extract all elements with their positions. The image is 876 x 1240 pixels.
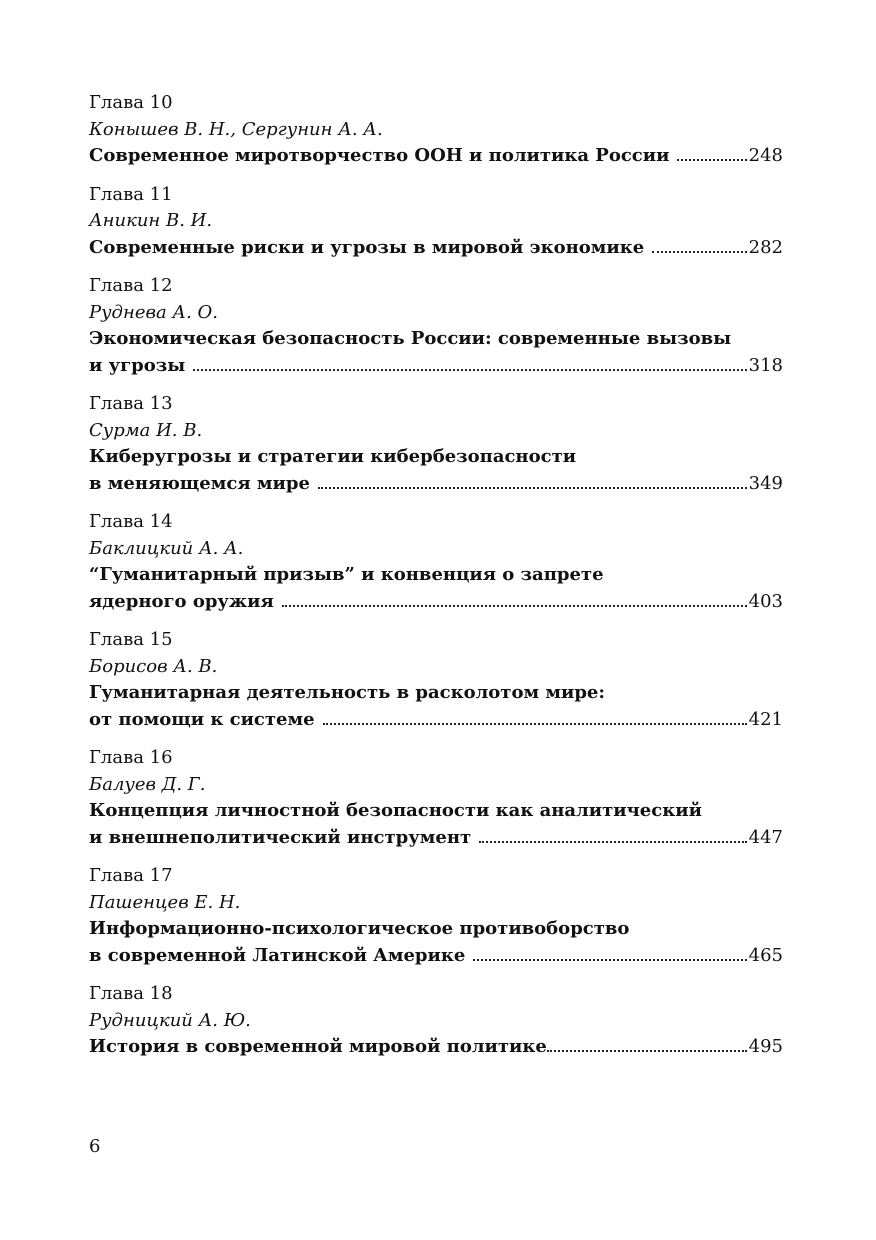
toc-entry	[89, 863, 783, 969]
chapter-title-end: от помощи к системе	[89, 708, 315, 730]
chapter-title: Экономическая безопасность России: современные вызовы	[89, 328, 732, 349]
dot-leader	[323, 717, 747, 725]
chapter-label: Глава 17	[89, 865, 173, 886]
toc-entry	[89, 627, 783, 733]
dot-leader	[677, 153, 746, 161]
chapter-author: Сурма И. В.	[89, 419, 203, 441]
chapter-title: Современные риски и угрозы в мировой экономике	[89, 236, 645, 258]
toc-entry	[89, 90, 783, 170]
chapter-page: 318	[748, 354, 783, 376]
chapter-author: Рудницкий А. Ю.	[89, 1009, 251, 1031]
chapter-page: 495	[748, 1036, 783, 1057]
chapter-title-end: и внешнеполитический инструмент	[89, 826, 472, 848]
chapter-title-line	[89, 707, 783, 734]
toc-entry	[89, 273, 783, 379]
chapter-title: Современное миротворчество ООН и политика России	[89, 145, 670, 166]
chapter-page: 248	[748, 145, 783, 166]
chapter-author: Аникин В. И.	[89, 210, 213, 231]
chapter-author: Баклицкий А. А.	[89, 537, 244, 559]
chapter-author: Борисов А. В.	[89, 655, 218, 677]
chapter-page: 349	[748, 472, 783, 494]
chapter-title-end: в современной Латинской Америке	[89, 944, 466, 966]
chapter-title: Киберугрозы и стратегии кибербезопасности	[89, 446, 577, 467]
chapter-label: Глава 18	[89, 983, 173, 1004]
chapter-title: Информационно-психологическое противоборство	[89, 918, 630, 939]
dot-leader	[282, 599, 747, 607]
chapter-author: Конышев В. Н., Сергунин А. А.	[89, 118, 383, 140]
chapter-label: Глава 15	[89, 629, 173, 650]
chapter-page: 465	[748, 944, 783, 966]
chapter-title-end: ядерного оружия	[89, 590, 274, 612]
toc-entry	[89, 509, 783, 615]
chapter-title-line	[89, 471, 783, 498]
chapter-title-line	[89, 1034, 783, 1061]
chapter-title-line	[89, 825, 783, 852]
chapter-title-line	[89, 143, 783, 170]
chapter-page: 282	[748, 236, 783, 258]
chapter-title: История в современной мировой политике	[89, 1036, 547, 1057]
chapter-page: 403	[748, 590, 783, 612]
dot-leader	[318, 481, 747, 489]
dot-leader	[473, 953, 746, 961]
toc-entry	[89, 182, 783, 262]
chapter-label: Глава 11	[89, 183, 173, 205]
chapter-title-line	[89, 353, 783, 380]
chapter-page: 421	[748, 708, 783, 730]
chapter-label: Глава 14	[89, 511, 173, 532]
dot-leader	[547, 1044, 747, 1052]
chapter-author: Балуев Д. Г.	[89, 773, 206, 795]
dot-leader	[479, 835, 746, 843]
chapter-label: Глава 16	[89, 747, 173, 768]
chapter-title: Гуманитарная деятельность в расколотом мире:	[89, 682, 606, 703]
chapter-title-end: и угрозы	[89, 354, 186, 376]
chapter-author: Руднева А. О.	[89, 301, 218, 323]
chapter-label: Глава 13	[89, 393, 173, 414]
table-of-contents	[89, 90, 783, 1073]
toc-entry	[89, 981, 783, 1061]
chapter-page: 447	[748, 826, 783, 848]
chapter-title-line	[89, 589, 783, 616]
dot-leader	[193, 363, 746, 371]
page-number: 6	[89, 1136, 101, 1157]
chapter-author: Пашенцев Е. Н.	[89, 891, 241, 913]
dot-leader	[652, 245, 746, 253]
chapter-title-end: в меняющемся мире	[89, 472, 310, 494]
chapter-title-line	[89, 235, 783, 262]
chapter-title-line	[89, 943, 783, 970]
toc-entry	[89, 391, 783, 497]
chapter-label: Глава 10	[89, 92, 173, 113]
chapter-title: Концепция личностной безопасности как аналитический	[89, 800, 702, 821]
chapter-label: Глава 12	[89, 275, 173, 296]
toc-entry	[89, 745, 783, 851]
chapter-title: “Гуманитарный призыв” и конвенция о запрете	[89, 564, 604, 585]
